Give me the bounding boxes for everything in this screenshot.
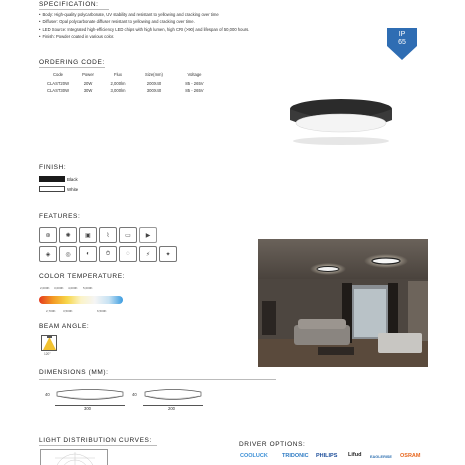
temp-label: 5,000K <box>83 286 93 290</box>
dimension-height-small: 40 <box>132 392 137 397</box>
table-cell: CLAST30W <box>46 88 70 93</box>
light-distribution-title: LIGHT DISTRIBUTION CURVES: <box>39 437 152 444</box>
light-distribution-rule <box>39 445 157 446</box>
spec-item-finish: • Finish: Powder coated in various color. <box>39 33 349 40</box>
table-cell: 2,000lm <box>110 81 126 86</box>
table-row <box>41 87 216 94</box>
temp-label: 4,000K <box>68 286 78 290</box>
spec-item-body: • Body: High-quality polycarbonate, UV stability and resistant to yellowing and cracking over time <box>39 11 349 18</box>
brand-lifud: Lifud <box>348 452 362 458</box>
ordering-header-code: Code <box>52 71 63 77</box>
table-row <box>41 80 216 87</box>
finish-swatch-white <box>39 186 65 192</box>
dimensions-title: DIMENSIONS (MM): <box>39 369 109 376</box>
table-cell: 3,000lm <box>110 88 126 93</box>
cri-icon: ◎ <box>59 246 77 262</box>
dimension-height-large: 40 <box>45 392 50 397</box>
temp-label: 3,500K <box>63 309 73 313</box>
ordering-header-size: Size(mm) <box>145 71 163 77</box>
finish-option-black <box>39 176 78 182</box>
brand-tridonic: TRIDONIC <box>282 453 309 459</box>
chip-icon: ▣ <box>79 227 97 243</box>
beam-icon: ◌ <box>119 246 137 262</box>
ip-badge <box>385 26 419 62</box>
warranty-icon: ✦ <box>159 246 177 262</box>
dimension-width-small: 200 <box>168 406 175 411</box>
brand-cooluck: COOLUCK <box>240 453 268 459</box>
bulb-icon: ✺ <box>59 227 77 243</box>
ceiling-lamp-image <box>286 92 396 148</box>
ordering-title: ORDERING CODE: <box>39 59 105 66</box>
temp-label: 2,000K <box>40 286 50 290</box>
temp-label: 3,000K <box>54 286 64 290</box>
ordering-header-flux: Flux <box>114 71 122 77</box>
beam-angle-icon <box>41 335 57 351</box>
surge-icon: ⚡ <box>139 246 157 262</box>
ip-badge-bottom: 65 <box>398 39 406 46</box>
table-cell: CLAST20W <box>46 81 70 86</box>
ordering-table <box>41 68 216 94</box>
finish-title: FINISH: <box>39 164 67 171</box>
finish-option-white <box>39 186 78 192</box>
spec-item-diffuser: • Diffuser: Opal polycarbonate diffuser resistant to yellowing and cracking over time. <box>39 18 349 25</box>
monitor-icon: ▭ <box>119 227 137 243</box>
heat-sink-icon: ⌇ <box>99 227 117 243</box>
table-cell: 200X40 <box>146 81 162 86</box>
features-title: FEATURES: <box>39 213 81 220</box>
beam-angle-title: BEAM ANGLE: <box>39 323 90 330</box>
temp-label: 6,500K <box>97 309 107 313</box>
driver-options-title: DRIVER OPTIONS: <box>239 441 306 448</box>
dimension-drawing-large <box>55 386 125 404</box>
table-cell: 300X40 <box>146 88 162 93</box>
spec-item-led-source: • LED Source: Integrated high-efficiency LED chips with high lumen, high CRI (>90) and lifespan of 50,000 hours. <box>39 26 349 33</box>
temp-label: 2,700K <box>46 309 56 313</box>
dimension-width-large: 300 <box>84 406 91 411</box>
brand-osram: OSRAM <box>400 453 421 459</box>
ordering-header-row <box>41 68 216 80</box>
specification-title: SPECIFICATION: <box>39 1 99 8</box>
ip-badge-top: IP <box>398 31 406 38</box>
color-temperature-title: COLOR TEMPERATURE: <box>39 273 126 280</box>
specification-list <box>39 11 349 41</box>
beam-angle-value: 120° <box>44 352 51 356</box>
ip-rating-icon: ⊛ <box>39 227 57 243</box>
lifespan-icon: ⏱ <box>99 246 117 262</box>
brand-philips: PHILIPS <box>316 453 338 459</box>
table-cell: 30W <box>83 88 93 93</box>
finish-swatch-black <box>39 176 65 182</box>
light-distribution-curve <box>40 449 108 465</box>
table-cell: 20W <box>83 81 93 86</box>
finish-label-black: Black <box>67 176 78 182</box>
dimension-drawing-small <box>143 386 203 404</box>
ip-waterproof-icon: ◈ <box>39 246 57 262</box>
finish-label-white: White <box>67 186 79 192</box>
specification-rule <box>39 9 109 10</box>
dimmable-icon: ◐ <box>79 246 97 262</box>
table-cell: 85 - 265V <box>185 81 204 86</box>
brand-eaglerise: EAGLERISE <box>370 455 392 459</box>
dimensions-rule <box>39 379 276 380</box>
ordering-header-power: Power <box>82 71 94 77</box>
color-temperature-bar <box>39 296 123 304</box>
table-cell: 85 - 265V <box>185 88 204 93</box>
product-image <box>286 92 396 148</box>
ordering-header-voltage: Voltage <box>187 71 202 77</box>
room-photo <box>258 239 428 367</box>
energy-class-icon: ▶ <box>139 227 157 243</box>
